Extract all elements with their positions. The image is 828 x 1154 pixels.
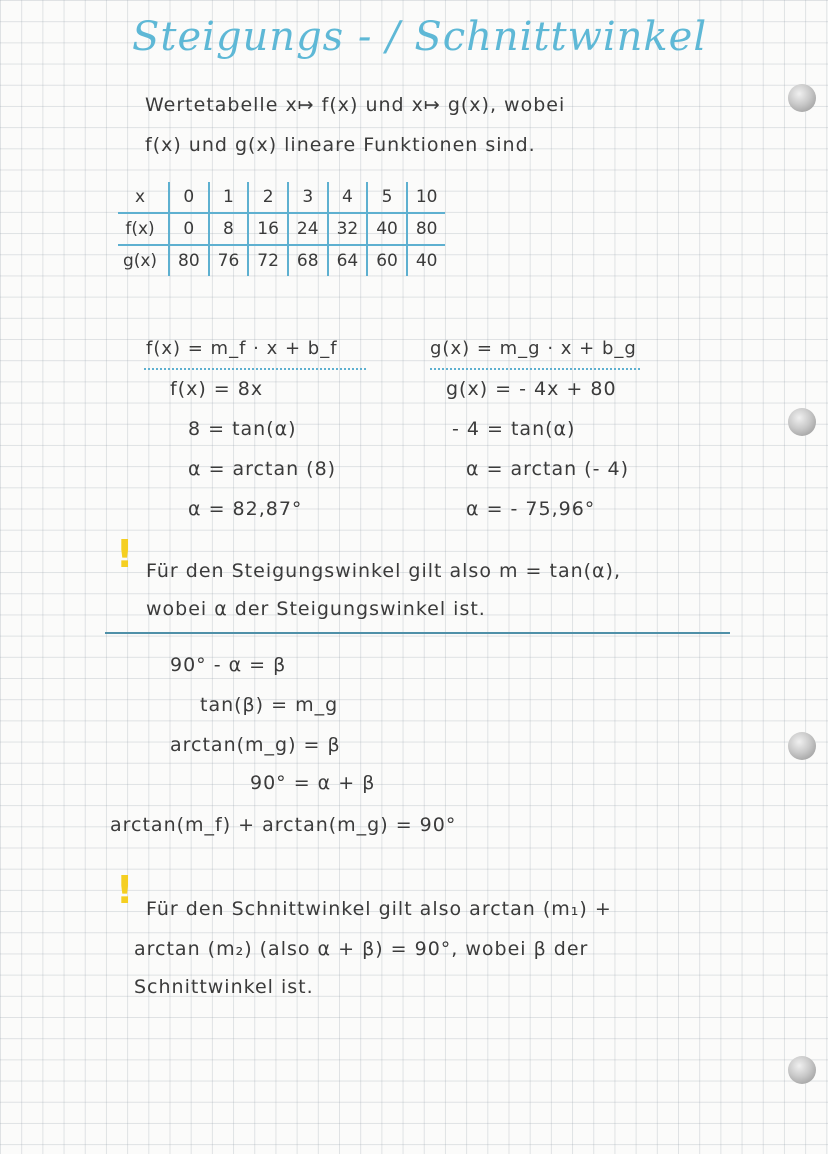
table-cell: 0 [169,182,209,213]
note2-line-1: Für den Schnittwinkel gilt also arctan (m₁) + [146,898,612,920]
derivation-line: arctan(m_f) + arctan(m_g) = 90° [110,814,457,836]
derivation-line: arctan(m_g) = β [170,734,341,756]
table-cell: x [118,182,169,213]
g-general-formula: g(x) = m_g · x + b_g [430,338,637,359]
table-cell: 8 [209,213,249,245]
table-cell: f(x) [118,213,169,245]
derivation-line: 90° - α = β [170,654,287,676]
f-calc-line: f(x) = 8x [170,378,264,400]
table-cell: 3 [288,182,328,213]
intro-line-2: f(x) und g(x) lineare Funktionen sind. [145,134,536,156]
table-cell: 40 [367,213,407,245]
table-cell: 76 [209,245,249,276]
table-cell: 32 [328,213,368,245]
note2-line-2: arctan (m₂) (also α + β) = 90°, wobei β der [134,938,589,960]
f-calc-line: α = arctan (8) [188,458,337,480]
note2-line-3: Schnittwinkel ist. [134,976,314,998]
g-calc-line: α = - 75,96° [466,498,596,520]
exclamation-icon: ! [116,532,134,576]
value-table [118,182,445,276]
table-cell: 80 [169,245,209,276]
table-cell: 0 [169,213,209,245]
f-formula-underline [144,368,366,370]
derivation-line: 90° = α + β [250,772,376,794]
table-row-f [118,213,445,245]
binder-hole-3 [788,732,816,760]
f-calc-line: α = 82,87° [188,498,303,520]
table-cell: 4 [328,182,368,213]
f-calc-line: 8 = tan(α) [188,418,297,440]
table-cell: 10 [407,182,446,213]
table-cell: 40 [407,245,446,276]
table-cell: g(x) [122,251,158,271]
table-cell: 5 [367,182,407,213]
table-row-g [118,245,445,276]
exclamation-icon: ! [116,868,134,912]
derivation-line: tan(β) = m_g [200,694,339,716]
g-calc-line: g(x) = - 4x + 80 [446,378,617,400]
intro-line-1: Wertetabelle x↦ f(x) und x↦ g(x), wobei [145,94,566,116]
binder-hole-1 [788,84,816,112]
binder-hole-4 [788,1056,816,1084]
section-divider [105,632,730,634]
page-title: Steigungs - / Schnittwinkel [132,14,708,60]
note1-line-2: wobei α der Steigungswinkel ist. [146,598,486,620]
table-cell: 68 [288,245,328,276]
table-cell: 80 [407,213,446,245]
table-cell: 24 [288,213,328,245]
table-header-row [118,182,445,213]
binder-hole-2 [788,408,816,436]
table-cell: 72 [248,245,288,276]
table-cell: 2 [248,182,288,213]
g-formula-underline [430,368,640,370]
table-cell: 64 [328,245,368,276]
note1-line-1: Für den Steigungswinkel gilt also m = tan(α), [146,560,622,582]
g-calc-line: - 4 = tan(α) [452,418,576,440]
table-cell: 16 [248,213,288,245]
f-general-formula: f(x) = m_f · x + b_f [146,338,338,359]
table-cell: 1 [209,182,249,213]
g-calc-line: α = arctan (- 4) [466,458,629,480]
table-cell: 60 [367,245,407,276]
